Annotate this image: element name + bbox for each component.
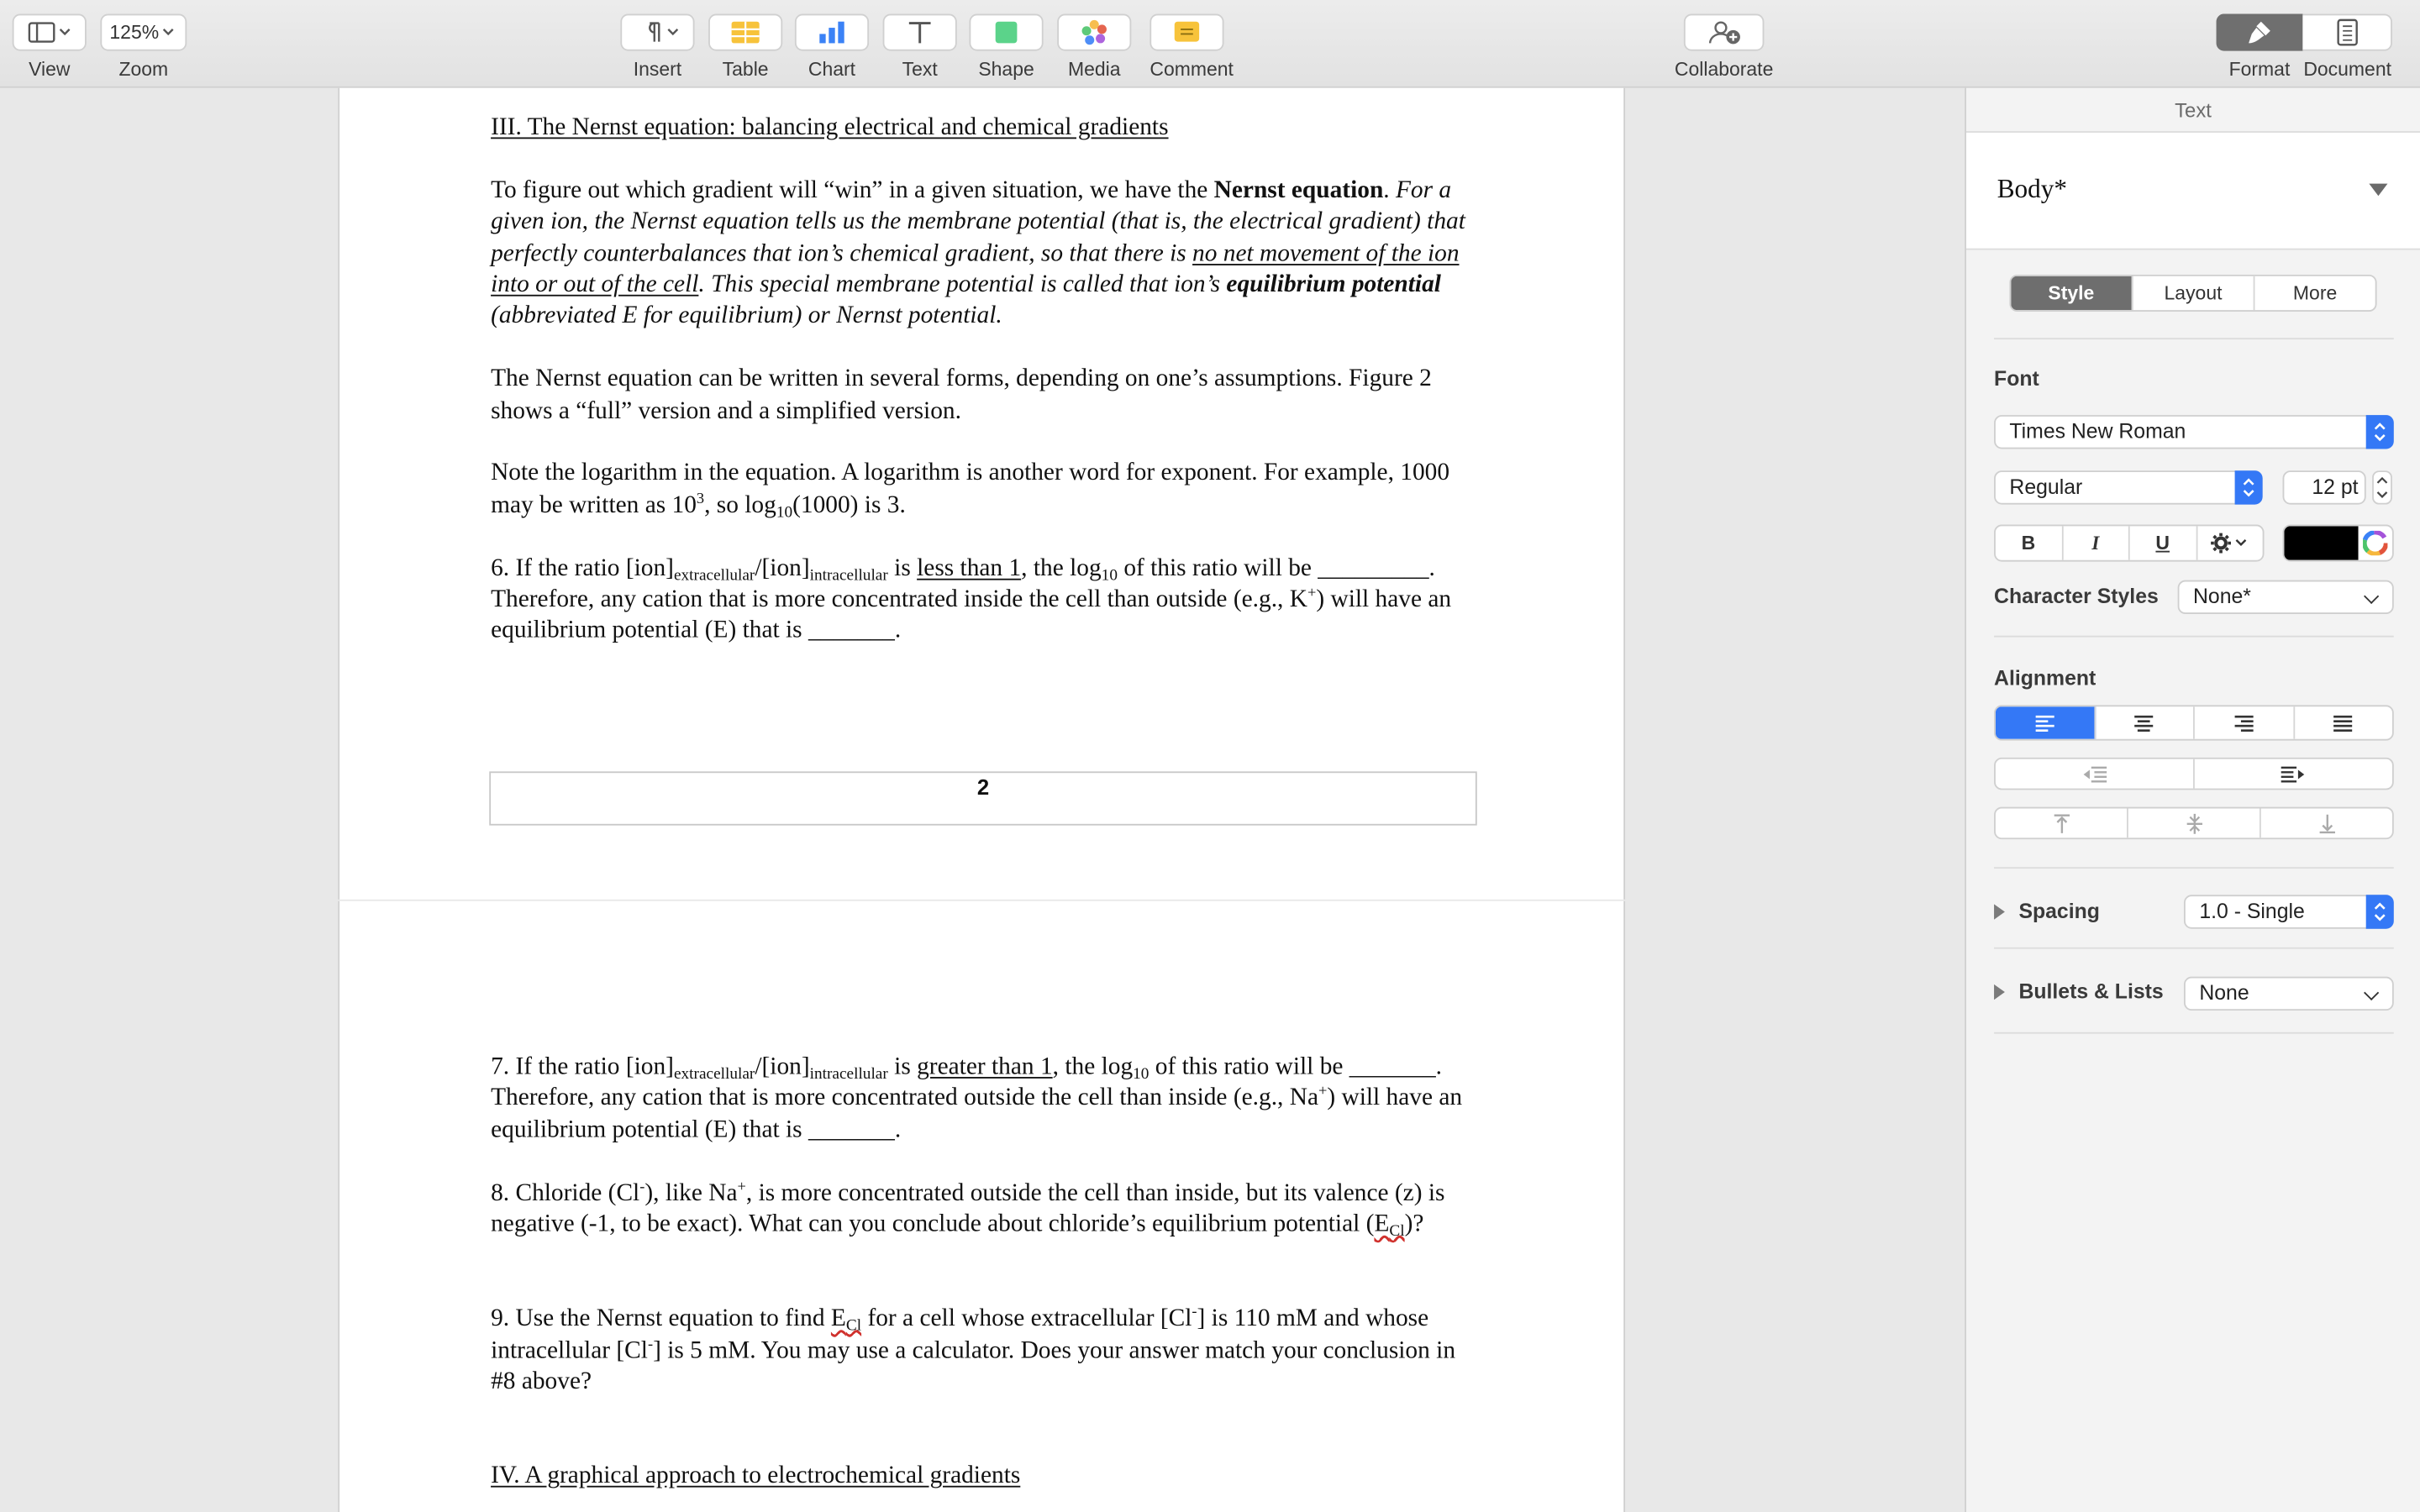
photos-icon bbox=[1081, 18, 1108, 46]
page-2[interactable] bbox=[338, 88, 1625, 900]
align-bottom-button[interactable] bbox=[2261, 808, 2392, 837]
tab-layout[interactable]: Layout bbox=[2133, 276, 2254, 310]
spelling-flag[interactable]: $E_{Cl}$ bbox=[830, 1305, 862, 1336]
question-7[interactable]: 7. If the ratio $[ion]_{extracellular}/[ion]_{intracellular}$ is greater than 1, the $\log_{10}$ of this ratio will be _______. Therefore, any cation that is more concentrated outside the cell than inside (e.g., Na+) will have an equilibrium potential (E) that is _______. bbox=[491, 1053, 1463, 1143]
insert-menu[interactable] bbox=[620, 14, 694, 81]
view-button[interactable] bbox=[13, 14, 87, 51]
sidebar-view-icon bbox=[26, 22, 72, 44]
chevron-down-icon bbox=[159, 24, 177, 39]
italic-button[interactable]: I bbox=[2063, 526, 2130, 559]
align-left-button[interactable] bbox=[1996, 706, 2095, 739]
text-label: Text bbox=[902, 58, 938, 81]
view-menu[interactable] bbox=[13, 14, 87, 81]
format-label: Format bbox=[2228, 58, 2291, 81]
document-button[interactable] bbox=[2302, 14, 2392, 51]
question-8[interactable]: 8. Chloride (Cl-), like Na+, is more concentrated outside the cell than inside, but its valence (z) is negative (-1, to be exact). What can you conclude about chloride’s equilibrium potential $(E_{Cl})$? bbox=[491, 1178, 1445, 1241]
text-button[interactable] bbox=[883, 14, 957, 51]
inspector-title: Text bbox=[2175, 98, 2212, 123]
bullets-disclosure-icon[interactable] bbox=[1994, 984, 2005, 1000]
zoom-label: Zoom bbox=[118, 58, 169, 81]
divider bbox=[1994, 867, 2394, 869]
question-9[interactable]: 9. Use the Nernst equation to find $E_{Cl}$ for a cell whose extracellular [Cl-] is 110 mM and whose intracellular [Cl-] is 5 mM. You may use a calculator. Does your answer match your conclusion in #8 above? bbox=[491, 1304, 1456, 1395]
font-style-buttons bbox=[1994, 524, 2264, 561]
zoom-menu[interactable] bbox=[100, 14, 187, 81]
collaborate-icon bbox=[1706, 18, 1743, 46]
document-canvas[interactable] bbox=[0, 88, 1965, 1512]
document-tool[interactable] bbox=[2302, 14, 2392, 81]
table-label: Table bbox=[722, 58, 769, 81]
comment-button[interactable] bbox=[1150, 14, 1223, 51]
tab-more[interactable]: More bbox=[2292, 282, 2338, 304]
table-tool[interactable] bbox=[708, 14, 782, 81]
spacing-label[interactable]: Spacing bbox=[2018, 899, 2100, 923]
stepper-arrows-icon bbox=[2372, 470, 2392, 504]
text-color-well[interactable] bbox=[2283, 524, 2394, 561]
media-button[interactable] bbox=[1057, 14, 1131, 51]
format-button[interactable] bbox=[2217, 14, 2303, 51]
chart-icon bbox=[817, 20, 848, 45]
nernst-forms-paragraph[interactable]: The Nernst equation can be written in several forms, depending on one’s assumptions. Figure 2 shows a “full” version and a simplified version. bbox=[491, 365, 1432, 424]
shape-button[interactable] bbox=[969, 14, 1043, 51]
align-top-icon bbox=[2052, 812, 2070, 834]
spacing-value: 1.0 - Single bbox=[2199, 899, 2305, 923]
page-3[interactable] bbox=[338, 901, 1625, 1512]
chevron-down-icon bbox=[2364, 589, 2379, 604]
bold-button[interactable]: B bbox=[1996, 526, 2063, 559]
shape-label: Shape bbox=[978, 58, 1034, 81]
align-top-button[interactable] bbox=[1996, 808, 2128, 837]
font-family-value: Times New Roman bbox=[2009, 419, 2186, 444]
align-right-icon bbox=[2233, 713, 2254, 732]
character-styles-label: Character Styles bbox=[1994, 585, 2159, 608]
section-heading-iv[interactable]: IV. A graphical approach to electrochemical gradients bbox=[491, 1462, 1021, 1489]
zoom-value: 125% bbox=[109, 21, 160, 44]
text-options-button[interactable] bbox=[2197, 526, 2263, 559]
divider bbox=[1994, 1032, 2394, 1034]
question-6[interactable]: 6. If the ratio $[ion]_{extracellular}/[ion]_{intracellular}$ is less than 1, the $\log_{10}$ of this ratio will be _________. Therefore, any cation that is more concentrated inside the cell than outside (e.g., K+) will have an equilibrium potential (E) that is _______. bbox=[491, 554, 1452, 644]
document-icon bbox=[2334, 18, 2359, 46]
align-bottom-icon bbox=[2317, 812, 2336, 834]
collaborate-tool[interactable] bbox=[1674, 14, 1774, 81]
align-justify-button[interactable] bbox=[2294, 706, 2392, 739]
comment-tool[interactable] bbox=[1150, 14, 1234, 81]
align-middle-button[interactable] bbox=[2128, 808, 2261, 837]
align-center-icon bbox=[2133, 713, 2155, 732]
increase-indent-button[interactable] bbox=[2195, 759, 2392, 789]
insert-label: Insert bbox=[633, 58, 682, 81]
align-middle-icon bbox=[2185, 812, 2203, 834]
text-box-icon bbox=[906, 20, 934, 45]
font-size-stepper[interactable] bbox=[2372, 470, 2392, 504]
nernst-intro-paragraph[interactable]: To figure out which gradient will “win” in a given situation, we have the Nernst equation. For a given ion, the Nernst equation tells us the membrane potential (that is, the electrical gradient) that perfectly counterbalances that ion’s chemical gradient, so that there is no net movement of the ion into or out of the cell. This special membrane potential is called that ion’s equilibrium potential (abbreviated E for equilibrium) or Nernst potential. bbox=[491, 176, 1465, 329]
divider bbox=[1994, 338, 2394, 339]
popup-arrows-icon bbox=[2235, 470, 2263, 504]
view-label: View bbox=[29, 58, 71, 81]
media-tool[interactable] bbox=[1057, 14, 1131, 81]
alignment-section-label: Alignment bbox=[1994, 666, 2096, 690]
character-styles-popup[interactable] bbox=[2178, 580, 2394, 614]
font-typeface-value: Regular bbox=[2009, 475, 2083, 499]
chart-label: Chart bbox=[808, 58, 856, 81]
vertical-alignment-buttons bbox=[1994, 807, 2394, 840]
paragraph-style-name: Body* bbox=[1996, 174, 2068, 204]
align-justify-icon bbox=[2333, 713, 2354, 732]
comment-icon bbox=[1173, 20, 1201, 45]
logarithm-paragraph[interactable]: Note the logarithm in the equation. A logarithm is another word for exponent. For example, 1000 may be written as $10^3$, so $\log_{10}(1000)$ is 3. bbox=[491, 460, 1450, 522]
spacing-disclosure-icon[interactable] bbox=[1994, 904, 2005, 919]
align-left-icon bbox=[2033, 713, 2055, 732]
color-wheel-icon bbox=[2363, 531, 2387, 555]
underline-button[interactable]: U bbox=[2130, 526, 2197, 559]
disclosure-triangle-icon bbox=[2369, 184, 2387, 197]
font-family-popup[interactable] bbox=[1994, 415, 2394, 449]
inspector-tabs bbox=[2009, 275, 2376, 312]
media-label: Media bbox=[1067, 58, 1121, 81]
tab-style[interactable]: Style bbox=[2011, 276, 2133, 310]
font-size-value: 12 pt bbox=[2312, 475, 2359, 499]
chart-tool[interactable] bbox=[795, 14, 869, 81]
font-size-field[interactable] bbox=[2283, 470, 2366, 504]
insert-button[interactable] bbox=[620, 14, 694, 51]
paragraph-style-selector[interactable] bbox=[1966, 131, 2420, 249]
character-styles-value: None* bbox=[2193, 585, 2251, 608]
shape-tool[interactable] bbox=[969, 14, 1043, 81]
popup-arrows-icon bbox=[2366, 415, 2394, 449]
collaborate-button[interactable] bbox=[1684, 14, 1765, 51]
spacing-popup[interactable] bbox=[2184, 895, 2394, 928]
gear-icon bbox=[2210, 533, 2250, 554]
collaborate-label: Collaborate bbox=[1674, 58, 1774, 81]
shape-icon bbox=[994, 20, 1018, 45]
page-3-body[interactable] bbox=[491, 1053, 1479, 1494]
align-center-button[interactable] bbox=[2095, 706, 2194, 739]
divider bbox=[1994, 948, 2394, 949]
text-color-swatch bbox=[2284, 526, 2358, 559]
bullets-value: None bbox=[2199, 981, 2249, 1005]
popup-arrows-icon bbox=[2366, 895, 2394, 928]
paragraph-icon bbox=[631, 20, 683, 45]
font-typeface-popup[interactable] bbox=[1994, 470, 2263, 504]
format-tool[interactable] bbox=[2217, 14, 2303, 81]
page-number: 2 bbox=[976, 774, 990, 800]
format-inspector bbox=[1965, 88, 2420, 1512]
increase-indent-icon bbox=[2280, 764, 2307, 783]
bullets-lists-label[interactable]: Bullets & Lists bbox=[2018, 979, 2164, 1003]
toolbar bbox=[0, 0, 2420, 88]
comment-label: Comment bbox=[1150, 58, 1234, 81]
alignment-buttons bbox=[1994, 705, 2394, 740]
spelling-flag[interactable]: $E_{Cl}$ bbox=[1374, 1210, 1405, 1241]
document-label: Document bbox=[2303, 58, 2391, 81]
indent-buttons bbox=[1994, 758, 2394, 790]
page-2-body[interactable] bbox=[491, 113, 1479, 648]
decrease-indent-button[interactable] bbox=[1996, 759, 2195, 789]
chevron-down-icon bbox=[2364, 985, 2379, 1000]
chart-button[interactable] bbox=[795, 14, 869, 51]
bullets-popup[interactable] bbox=[2184, 977, 2394, 1011]
align-right-button[interactable] bbox=[2195, 706, 2294, 739]
table-icon bbox=[730, 20, 761, 45]
section-heading-iii[interactable]: III. The Nernst equation: balancing electrical and chemical gradients bbox=[491, 113, 1169, 141]
decrease-indent-icon bbox=[2081, 764, 2108, 783]
page-footer[interactable] bbox=[489, 771, 1477, 825]
font-section-label: Font bbox=[1994, 367, 2039, 391]
divider bbox=[1994, 636, 2394, 638]
paintbrush-icon bbox=[2245, 18, 2273, 46]
zoom-button[interactable] bbox=[100, 14, 187, 51]
text-tool[interactable] bbox=[883, 14, 957, 81]
table-button[interactable] bbox=[708, 14, 782, 51]
